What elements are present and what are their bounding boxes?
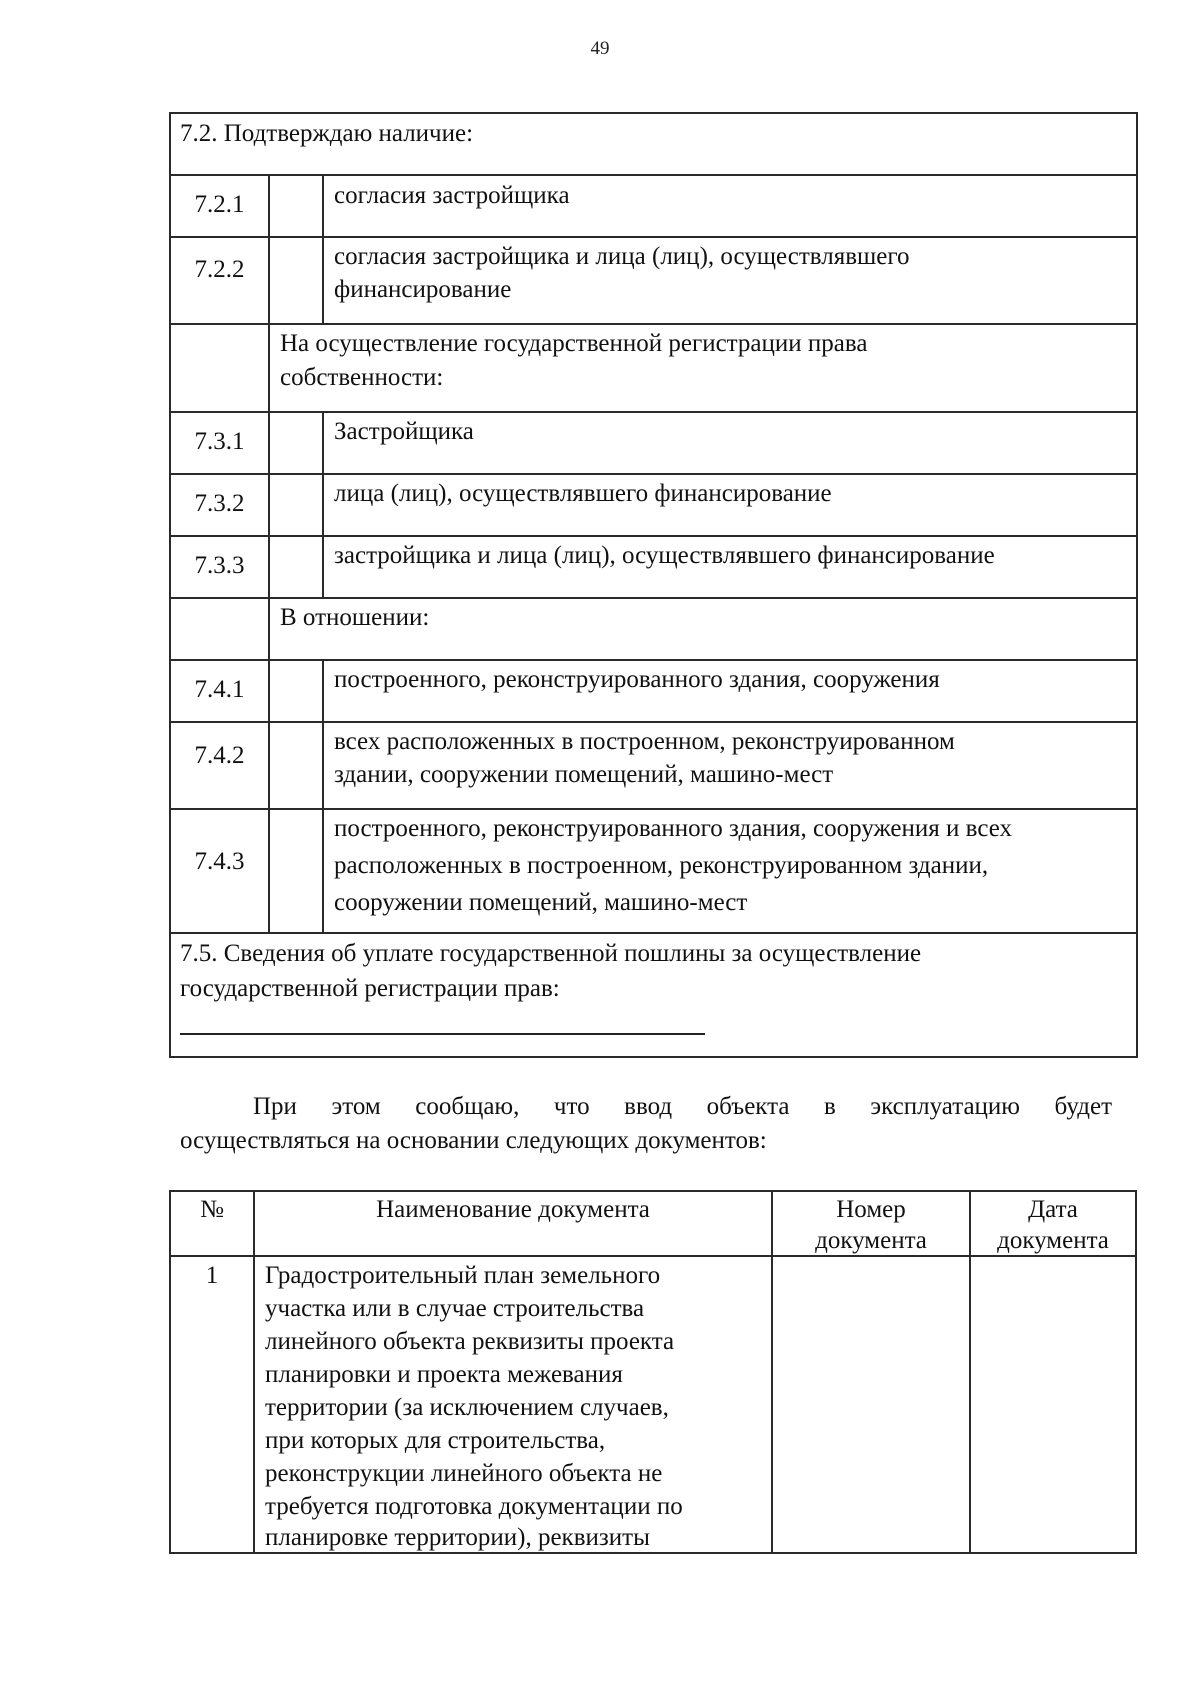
table-row-name: территории (за исключением случаев, (265, 1394, 669, 1421)
fee-payment-blank-line[interactable] (180, 1033, 705, 1035)
row-text: построенного, реконструированного здания, сооружения (334, 666, 940, 693)
section-7-5-text: государственной регистрации прав: (180, 975, 560, 1002)
row-number: 7.3.1 (194, 428, 245, 455)
column-separator (253, 1190, 255, 1554)
row-separator (169, 659, 1138, 661)
column-separator (322, 411, 324, 597)
table-border-top (169, 1190, 1137, 1192)
table-row-name: Градостроительный план земельного (265, 1262, 661, 1289)
row-separator (169, 721, 1138, 723)
table-border-bottom (169, 1056, 1138, 1058)
row-separator (169, 808, 1138, 810)
row-checkbox-7-2-1[interactable] (272, 180, 318, 232)
table-border-right (1135, 1190, 1137, 1554)
page-number: 49 (590, 38, 610, 59)
table-row-name: реконструкции линейного объекта не (265, 1460, 663, 1487)
row-text: здании, сооружении помещений, машино-мест (334, 761, 834, 788)
paragraph-line: осуществляться на основании следующих документов: (180, 1127, 767, 1154)
row-separator (169, 597, 1138, 599)
table-row-name: участка или в случае строительства (265, 1295, 645, 1322)
row-text: финансирование (334, 276, 512, 303)
row-text: застройщика и лица (лиц), осуществлявшего финансирование (334, 542, 995, 569)
row-separator (169, 174, 1138, 176)
row-text: лица (лиц), осуществлявшего финансирование (334, 480, 832, 507)
row-text: построенного, реконструированного здания, сооружения и всех (334, 815, 1012, 842)
table-border-left (169, 1190, 171, 1554)
row-text: Застройщика (334, 418, 474, 445)
row-checkbox-7-4-3[interactable] (272, 813, 318, 928)
section-7-3-header: собственности: (280, 364, 444, 391)
column-separator (322, 174, 324, 323)
row-separator (169, 473, 1138, 475)
row-number: 7.3.3 (194, 552, 245, 579)
header-number: № (200, 1196, 224, 1223)
row-separator (169, 932, 1138, 934)
header-document-date: Дата (1028, 1196, 1078, 1223)
row-checkbox-7-3-3[interactable] (272, 540, 318, 592)
section-7-4-header: В отношении: (280, 604, 430, 631)
table-row-name: линейного объекта реквизиты проекта (265, 1328, 675, 1355)
row-checkbox-7-3-2[interactable] (272, 478, 318, 530)
column-separator (322, 659, 324, 932)
row-checkbox-7-4-2[interactable] (272, 726, 318, 804)
header-document-date: документа (997, 1227, 1109, 1254)
row-separator (169, 236, 1138, 238)
row-number: 7.4.2 (194, 742, 245, 769)
table-border-top (169, 112, 1138, 114)
row-text: согласия застройщика (334, 182, 570, 209)
table-row-name: планировки и проекта межевания (265, 1361, 623, 1388)
header-document-number: Номер (836, 1196, 906, 1223)
table-row-name: требуется подготовка документации по (265, 1493, 683, 1520)
row-checkbox-7-3-1[interactable] (272, 416, 318, 468)
row-checkbox-7-2-2[interactable] (272, 242, 318, 320)
table-border-right (1136, 112, 1138, 1058)
row-text: согласия застройщика и лица (лиц), осуществлявшего (334, 243, 910, 270)
table-row-number: 1 (205, 1262, 219, 1289)
header-document-name: Наименование документа (376, 1196, 650, 1223)
row-number: 7.2.2 (194, 256, 245, 283)
row-separator (169, 535, 1138, 537)
row-separator (169, 411, 1138, 413)
row-text: сооружении помещений, машино-мест (334, 889, 748, 916)
header-document-number: документа (815, 1227, 927, 1254)
row-text: всех расположенных в построенном, реконструированном (334, 728, 955, 755)
intro-paragraph (180, 1090, 1112, 1158)
row-number: 7.2.1 (194, 191, 245, 218)
section-7-5-text: 7.5. Сведения об уплате государственной пошлины за осуществление (180, 940, 922, 967)
paragraph-line: При этом сообщаю, что ввод объекта в эксплуатацию будет (253, 1093, 1112, 1120)
table-row-name: планировке территории), реквизиты (265, 1524, 650, 1551)
section-7-2-header: 7.2. Подтверждаю наличие: (180, 120, 474, 147)
column-separator (268, 174, 270, 932)
row-number: 7.4.3 (194, 848, 245, 875)
row-checkbox-7-4-1[interactable] (272, 664, 318, 716)
section-7-3-header: На осуществление государственной регистрации права (280, 330, 868, 357)
row-separator (169, 323, 1138, 325)
table-row-name: при которых для строительства, (265, 1427, 606, 1454)
row-number: 7.4.1 (194, 676, 245, 703)
row-number: 7.3.2 (194, 490, 245, 517)
row-text: расположенных в построенном, реконструированном здании, (334, 852, 989, 879)
